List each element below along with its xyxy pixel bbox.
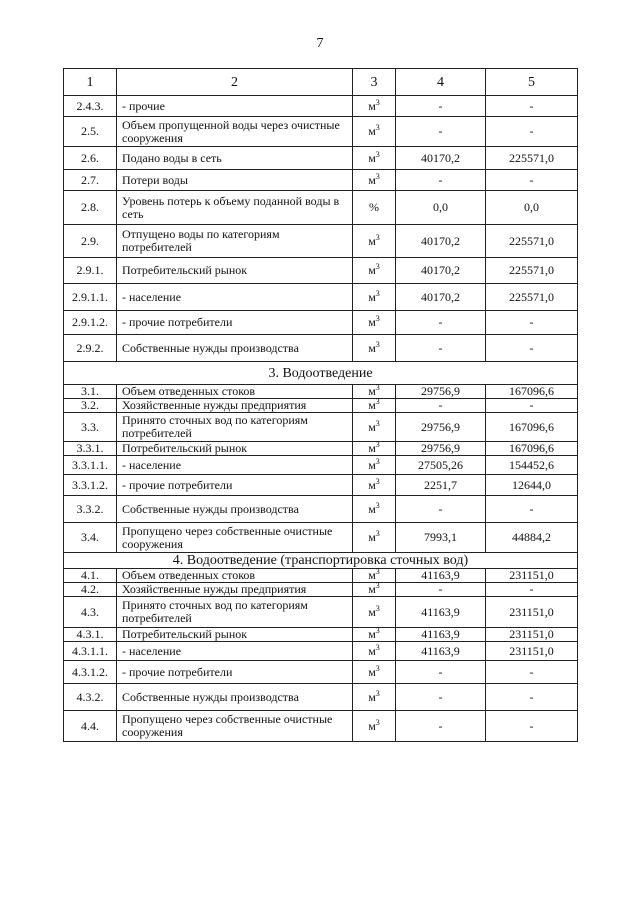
header-cell: 2 (117, 69, 353, 96)
unit-superscript: 3 (375, 314, 380, 323)
value-col-5: 225571,0 (486, 258, 578, 284)
row-unit (353, 684, 396, 711)
row-name: - прочие потребители (117, 661, 353, 684)
value-col-4: 0,0 (396, 191, 486, 225)
header-cell: 3 (353, 69, 396, 96)
value-col-5: 231151,0 (486, 597, 578, 628)
section-title: 3. Водоотведение (64, 362, 578, 385)
row-name: Объем пропущенной воды через очистные сооружения (117, 117, 353, 147)
table-row (64, 642, 578, 661)
unit-superscript: 3 (375, 97, 380, 107)
row-number: 3.1. (64, 385, 117, 399)
table-row (64, 442, 578, 456)
unit-label: м (368, 150, 376, 165)
table-row (64, 335, 578, 362)
value-col-4: - (396, 96, 486, 117)
value-col-4: 27505,26 (396, 456, 486, 475)
table-row (64, 597, 578, 628)
row-unit (353, 335, 396, 362)
value-col-5: 225571,0 (486, 147, 578, 170)
section-header-row (64, 553, 578, 569)
table-row (64, 225, 578, 258)
row-number: 3.4. (64, 523, 117, 553)
table-row (64, 170, 578, 191)
table-row (64, 117, 578, 147)
value-col-4: 41163,9 (396, 642, 486, 661)
row-name: Хозяйственные нужды предприятия (117, 399, 353, 413)
row-name: Принято сточных вод по категориям потребителей (117, 597, 353, 628)
row-number: 3.3. (64, 413, 117, 442)
row-unit (353, 191, 396, 225)
row-unit (353, 442, 396, 456)
row-unit (353, 456, 396, 475)
row-name: Хозяйственные нужды предприятия (117, 583, 353, 597)
unit-superscript: 3 (375, 397, 380, 406)
value-col-4: - (396, 399, 486, 413)
row-number: 4.3.1.2. (64, 661, 117, 684)
row-name: Собственные нужды производства (117, 496, 353, 523)
value-col-5: 231151,0 (486, 569, 578, 583)
row-unit (353, 475, 396, 496)
section-header-row (64, 362, 578, 385)
row-unit (353, 628, 396, 642)
value-col-5: 44884,2 (486, 523, 578, 553)
table-row (64, 456, 578, 475)
value-col-5: - (486, 335, 578, 362)
value-col-5: 167096,6 (486, 442, 578, 456)
table-row (64, 628, 578, 642)
row-number: 2.6. (64, 147, 117, 170)
unit-label: м (368, 582, 376, 596)
row-number: 2.7. (64, 170, 117, 191)
value-col-4: - (396, 583, 486, 597)
unit-superscript: 3 (375, 717, 380, 727)
unit-superscript: 3 (375, 663, 380, 673)
unit-superscript: 3 (375, 500, 380, 510)
unit-superscript: 3 (375, 603, 380, 613)
value-col-4: 29756,9 (396, 385, 486, 399)
unit-superscript: 3 (375, 383, 380, 392)
table-row (64, 523, 578, 553)
row-name: Пропущено через собственные очистные сооружения (117, 523, 353, 553)
unit-label: м (368, 441, 376, 455)
value-col-4: 2251,7 (396, 475, 486, 496)
row-name: Потребительский рынок (117, 628, 353, 642)
page-number: 7 (316, 36, 324, 51)
value-col-4: 41163,9 (396, 628, 486, 642)
value-col-5: - (486, 311, 578, 335)
row-name: Потери воды (117, 170, 353, 191)
header-cell: 5 (486, 69, 578, 96)
table-row (64, 191, 578, 225)
value-col-5: 167096,6 (486, 413, 578, 442)
unit-label: м (368, 643, 376, 658)
row-name: - прочие потребители (117, 475, 353, 496)
value-col-4: 41163,9 (396, 569, 486, 583)
row-number: 4.2. (64, 583, 117, 597)
row-unit (353, 711, 396, 742)
row-unit (353, 284, 396, 311)
value-col-5: 231151,0 (486, 628, 578, 642)
unit-superscript: 3 (375, 149, 380, 159)
unit-superscript: 3 (375, 567, 380, 576)
unit-superscript: 3 (375, 456, 380, 466)
row-number: 4.1. (64, 569, 117, 583)
header-cell: 4 (396, 69, 486, 96)
value-col-4: 40170,2 (396, 225, 486, 258)
row-name: Отпущено воды по категориям потребителей (117, 225, 353, 258)
unit-superscript: 3 (375, 262, 380, 271)
row-unit (353, 413, 396, 442)
row-name: Объем отведенных стоков (117, 569, 353, 583)
row-number: 2.8. (64, 191, 117, 225)
row-unit (353, 311, 396, 335)
unit-label: м (368, 689, 376, 704)
table-row (64, 96, 578, 117)
unit-superscript: 3 (375, 339, 380, 349)
row-number: 3.3.1.1. (64, 456, 117, 475)
value-col-4: - (396, 311, 486, 335)
value-col-5: 167096,6 (486, 385, 578, 399)
row-name: Потребительский рынок (117, 258, 353, 284)
header-cell: 1 (64, 69, 117, 96)
value-col-4: - (396, 684, 486, 711)
row-name: Потребительский рынок (117, 442, 353, 456)
unit-superscript: 3 (375, 626, 380, 635)
value-col-4: 40170,2 (396, 258, 486, 284)
table-row (64, 661, 578, 684)
unit-label: м (368, 718, 376, 733)
row-number: 2.9.2. (64, 335, 117, 362)
row-number: 2.9.1.1. (64, 284, 117, 311)
row-number: 4.3.1. (64, 628, 117, 642)
table-row (64, 569, 578, 583)
value-col-5: 154452,6 (486, 456, 578, 475)
row-number: 2.4.3. (64, 96, 117, 117)
value-col-5: 225571,0 (486, 225, 578, 258)
row-number: 2.9. (64, 225, 117, 258)
row-number: 3.3.1. (64, 442, 117, 456)
row-number: 3.3.2. (64, 496, 117, 523)
row-name: Собственные нужды производства (117, 684, 353, 711)
value-col-5: 12644,0 (486, 475, 578, 496)
row-unit (353, 96, 396, 117)
row-name: Подано воды в сеть (117, 147, 353, 170)
value-col-4: - (396, 117, 486, 147)
unit-label: м (368, 477, 376, 492)
unit-label: м (368, 419, 376, 434)
row-unit (353, 117, 396, 147)
row-unit (353, 523, 396, 553)
row-unit (353, 258, 396, 284)
unit-label: м (368, 384, 376, 398)
table-row (64, 684, 578, 711)
unit-superscript: 3 (375, 642, 380, 652)
unit-label: м (368, 124, 376, 138)
unit-label: м (368, 233, 376, 248)
value-col-5: - (486, 684, 578, 711)
row-unit (353, 147, 396, 170)
value-col-5: - (486, 496, 578, 523)
unit-label: м (368, 501, 376, 516)
unit-label: м (368, 172, 376, 187)
unit-label: м (368, 664, 376, 679)
unit-label: м (368, 98, 376, 113)
unit-label: м (368, 604, 376, 619)
row-number: 2.5. (64, 117, 117, 147)
unit-superscript: 3 (375, 440, 380, 449)
table-row (64, 496, 578, 523)
row-unit (353, 170, 396, 191)
row-number: 2.9.1.2. (64, 311, 117, 335)
unit-label: % (369, 200, 379, 214)
row-number: 4.3.1.1. (64, 642, 117, 661)
table-row (64, 284, 578, 311)
table-row (64, 711, 578, 742)
value-col-5: - (486, 583, 578, 597)
table-row (64, 583, 578, 597)
unit-label: м (368, 315, 376, 329)
row-number: 4.3.2. (64, 684, 117, 711)
row-number: 4.3. (64, 597, 117, 628)
table-row (64, 258, 578, 284)
row-number: 4.4. (64, 711, 117, 742)
row-name: Принято сточных вод по категориям потребителей (117, 413, 353, 442)
row-unit (353, 496, 396, 523)
unit-label: м (368, 457, 376, 472)
value-col-5: - (486, 711, 578, 742)
value-col-5: - (486, 170, 578, 191)
unit-label: м (368, 627, 376, 641)
value-col-5: - (486, 661, 578, 684)
table-row (64, 413, 578, 442)
unit-label: м (368, 398, 376, 412)
row-unit (353, 399, 396, 413)
unit-label: м (368, 263, 376, 277)
row-unit (353, 583, 396, 597)
header-row (64, 69, 578, 96)
table-row (64, 311, 578, 335)
table-row (64, 399, 578, 413)
row-unit (353, 661, 396, 684)
value-col-5: 0,0 (486, 191, 578, 225)
value-col-5: 225571,0 (486, 284, 578, 311)
row-unit (353, 597, 396, 628)
value-col-4: 40170,2 (396, 147, 486, 170)
unit-superscript: 3 (375, 288, 380, 298)
row-name: - прочие (117, 96, 353, 117)
row-name: - население (117, 284, 353, 311)
row-name: - население (117, 456, 353, 475)
unit-label: м (368, 530, 376, 544)
table-body (64, 69, 578, 742)
value-col-4: - (396, 496, 486, 523)
data-table (63, 68, 578, 742)
unit-superscript: 3 (375, 581, 380, 590)
unit-superscript: 3 (375, 688, 380, 698)
row-name: - население (117, 642, 353, 661)
value-col-5: - (486, 96, 578, 117)
unit-superscript: 3 (375, 171, 380, 181)
unit-label: м (368, 568, 376, 582)
value-col-4: 29756,9 (396, 442, 486, 456)
row-number: 3.2. (64, 399, 117, 413)
row-unit (353, 569, 396, 583)
section-title: 4. Водоотведение (транспортировка сточных вод) (64, 553, 578, 569)
unit-label: м (368, 340, 376, 355)
row-name: Пропущено через собственные очистные сооружения (117, 711, 353, 742)
value-col-4: 29756,9 (396, 413, 486, 442)
value-col-4: 41163,9 (396, 597, 486, 628)
row-name: Объем отведенных стоков (117, 385, 353, 399)
value-col-5: - (486, 399, 578, 413)
table-row (64, 147, 578, 170)
unit-label: м (368, 289, 376, 304)
row-unit (353, 225, 396, 258)
row-unit (353, 385, 396, 399)
row-name: Собственные нужды производства (117, 335, 353, 362)
row-number: 2.9.1. (64, 258, 117, 284)
row-name: Уровень потерь к объему поданной воды в сеть (117, 191, 353, 225)
value-col-4: - (396, 335, 486, 362)
value-col-4: - (396, 711, 486, 742)
unit-superscript: 3 (375, 418, 380, 428)
row-name: - прочие потребители (117, 311, 353, 335)
row-unit (353, 642, 396, 661)
value-col-5: 231151,0 (486, 642, 578, 661)
unit-superscript: 3 (375, 529, 380, 538)
table-row (64, 475, 578, 496)
row-number: 3.3.1.2. (64, 475, 117, 496)
value-col-4: 40170,2 (396, 284, 486, 311)
unit-superscript: 3 (375, 123, 380, 132)
value-col-5: - (486, 117, 578, 147)
value-col-4: 7993,1 (396, 523, 486, 553)
value-col-4: - (396, 661, 486, 684)
value-col-4: - (396, 170, 486, 191)
unit-superscript: 3 (375, 232, 380, 242)
table-row (64, 385, 578, 399)
unit-superscript: 3 (375, 476, 380, 486)
